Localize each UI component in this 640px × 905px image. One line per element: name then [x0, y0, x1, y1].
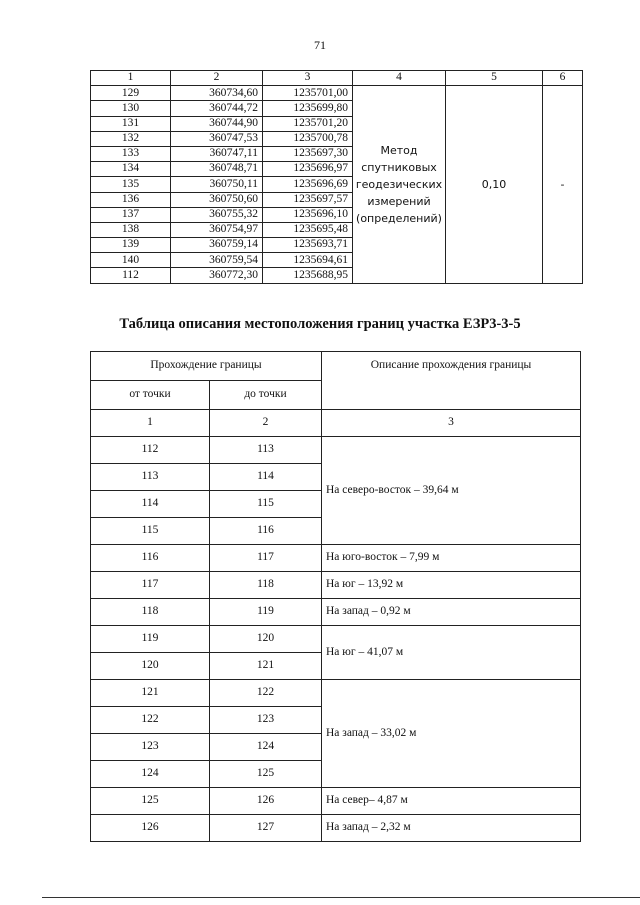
method-line: геодезических	[355, 177, 443, 191]
coordinate-x: 360754,97	[171, 222, 263, 237]
table-row	[91, 572, 581, 599]
coordinate-x: 360744,72	[171, 101, 263, 116]
method-line: (определений)	[356, 211, 442, 225]
coordinate-x: 360759,14	[171, 238, 263, 253]
point-number: 135	[91, 177, 171, 192]
point-number: 133	[91, 146, 171, 161]
page-number: 71	[314, 38, 326, 52]
header-passage: Прохождение границы	[91, 352, 322, 381]
column-number: 6	[543, 71, 583, 86]
boundary-header-row	[91, 352, 581, 381]
table-row	[91, 626, 581, 653]
point-number: 132	[91, 131, 171, 146]
column-number: 1	[91, 71, 171, 86]
table-row	[91, 599, 581, 626]
from-point: 118	[91, 599, 210, 626]
boundary-description: На север– 4,87 м	[322, 788, 581, 815]
from-point: 121	[91, 680, 210, 707]
to-point: 118	[210, 572, 322, 599]
table-row	[91, 788, 581, 815]
coordinate-y: 1235701,00	[263, 86, 353, 101]
from-point: 113	[91, 464, 210, 491]
coordinate-y: 1235694,61	[263, 253, 353, 268]
point-number: 131	[91, 116, 171, 131]
to-point: 123	[210, 707, 322, 734]
coordinate-y: 1235693,71	[263, 238, 353, 253]
method-line: спутниковых	[361, 160, 437, 174]
coordinate-x: 360750,60	[171, 192, 263, 207]
from-point: 119	[91, 626, 210, 653]
from-point: 122	[91, 707, 210, 734]
page-bottom-edge	[42, 897, 640, 898]
point-number: 137	[91, 207, 171, 222]
coordinate-x: 360772,30	[171, 268, 263, 283]
column-number-row	[91, 410, 581, 437]
point-number: 140	[91, 253, 171, 268]
column-number: 3	[263, 71, 353, 86]
from-point: 114	[91, 491, 210, 518]
point-number: 130	[91, 101, 171, 116]
coordinate-y: 1235688,95	[263, 268, 353, 283]
column-number: 2	[171, 71, 263, 86]
to-point: 126	[210, 788, 322, 815]
coordinate-x: 360748,71	[171, 162, 263, 177]
method-line: Метод	[380, 143, 418, 157]
accuracy-cell: 0,10	[446, 86, 543, 283]
reference-cell: -	[543, 86, 583, 283]
from-point: 123	[91, 734, 210, 761]
from-point: 112	[91, 437, 210, 464]
point-number: 112	[91, 268, 171, 283]
coordinate-y: 1235696,69	[263, 177, 353, 192]
coordinates-table	[90, 70, 583, 284]
column-number: 4	[353, 71, 446, 86]
header-to-point: до точки	[210, 381, 322, 410]
column-number: 5	[446, 71, 543, 86]
boundary-description: На юго-восток – 7,99 м	[322, 545, 581, 572]
coordinate-y: 1235701,20	[263, 116, 353, 131]
coordinate-y: 1235696,97	[263, 162, 353, 177]
to-point: 127	[210, 815, 322, 842]
table-row	[91, 545, 581, 572]
from-point: 116	[91, 545, 210, 572]
boundary-description: На запад – 33,02 м	[322, 680, 581, 788]
point-number: 129	[91, 86, 171, 101]
coordinate-x: 360747,11	[171, 146, 263, 161]
coordinate-y: 1235696,10	[263, 207, 353, 222]
coordinates-header-row	[91, 71, 583, 86]
to-point: 120	[210, 626, 322, 653]
from-point: 115	[91, 518, 210, 545]
header-from-point: от точки	[91, 381, 210, 410]
boundary-description: На запад – 0,92 м	[322, 599, 581, 626]
to-point: 125	[210, 761, 322, 788]
to-point: 113	[210, 437, 322, 464]
from-point: 120	[91, 653, 210, 680]
coordinate-y: 1235697,57	[263, 192, 353, 207]
to-point: 121	[210, 653, 322, 680]
boundary-description: На запад – 2,32 м	[322, 815, 581, 842]
column-number: 1	[91, 410, 210, 437]
from-point: 124	[91, 761, 210, 788]
boundary-description-table	[90, 351, 581, 842]
point-number: 139	[91, 238, 171, 253]
coordinate-x: 360750,11	[171, 177, 263, 192]
coordinate-y: 1235697,30	[263, 146, 353, 161]
coordinate-y: 1235699,80	[263, 101, 353, 116]
point-number: 138	[91, 222, 171, 237]
to-point: 119	[210, 599, 322, 626]
to-point: 115	[210, 491, 322, 518]
table-row	[91, 815, 581, 842]
coordinate-y: 1235700,78	[263, 131, 353, 146]
coordinate-x: 360734,60	[171, 86, 263, 101]
coordinate-x: 360744,90	[171, 116, 263, 131]
column-number: 2	[210, 410, 322, 437]
coordinate-x: 360759,54	[171, 253, 263, 268]
from-point: 117	[91, 572, 210, 599]
table-row	[91, 86, 583, 101]
to-point: 114	[210, 464, 322, 491]
table-row	[91, 437, 581, 464]
boundary-description: На юг – 13,92 м	[322, 572, 581, 599]
boundary-description: На северо-восток – 39,64 м	[322, 437, 581, 545]
boundary-description: На юг – 41,07 м	[322, 626, 581, 680]
to-point: 117	[210, 545, 322, 572]
to-point: 122	[210, 680, 322, 707]
to-point: 124	[210, 734, 322, 761]
table-row	[91, 680, 581, 707]
point-number: 134	[91, 162, 171, 177]
section-title: Таблица описания местоположения границ участка ЕЗР3-3-5	[119, 316, 521, 332]
method-line: измерений	[367, 194, 431, 208]
column-number: 3	[322, 410, 581, 437]
header-description: Описание прохождения границы	[322, 352, 581, 410]
point-number: 136	[91, 192, 171, 207]
method-cell	[353, 86, 446, 283]
coordinate-x: 360755,32	[171, 207, 263, 222]
coordinate-y: 1235695,48	[263, 222, 353, 237]
from-point: 125	[91, 788, 210, 815]
from-point: 126	[91, 815, 210, 842]
to-point: 116	[210, 518, 322, 545]
coordinate-x: 360747,53	[171, 131, 263, 146]
